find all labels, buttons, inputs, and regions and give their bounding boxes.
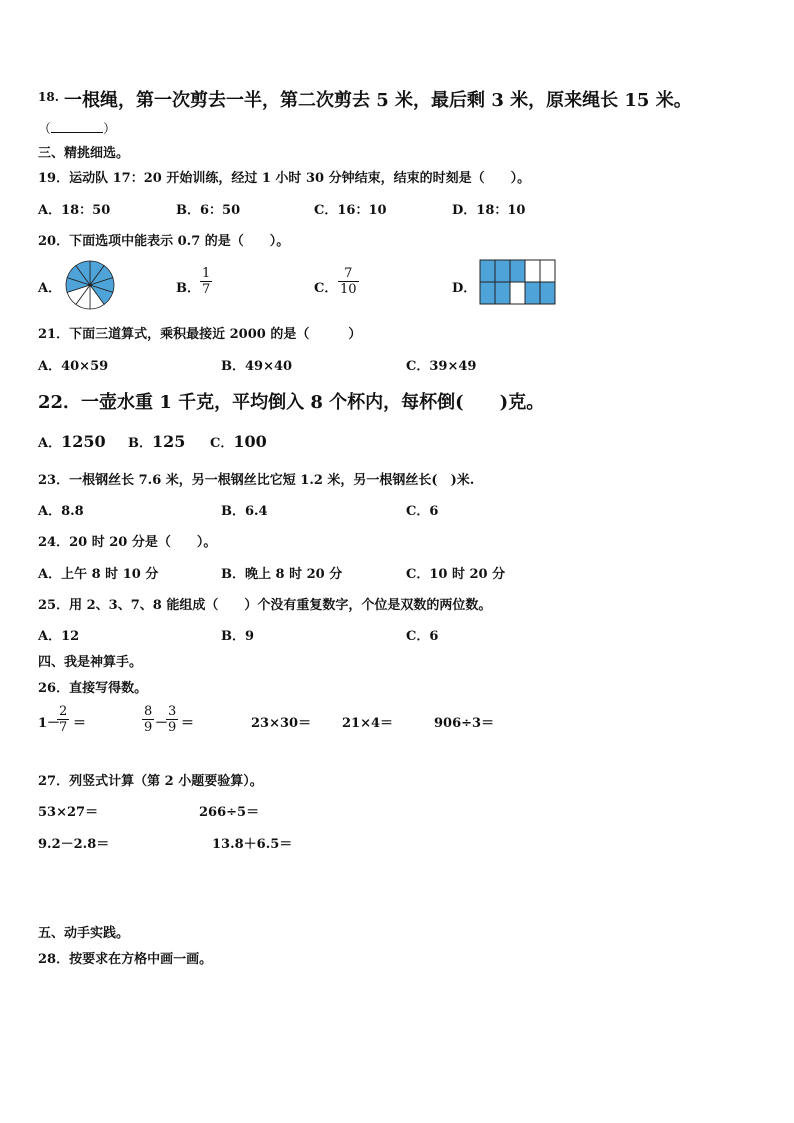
q26-expr1-numerator: 2	[59, 704, 68, 719]
q20-fraction-b	[200, 266, 212, 297]
q20-label-c[interactable]: C．	[314, 281, 338, 296]
grid-cell	[480, 260, 495, 282]
q22-option-a[interactable]	[38, 432, 106, 451]
q27-item4: 13.8＋6.5＝	[212, 837, 293, 852]
q21-stem: 21．下面三道算式，乘积最接近 2000 的是（ ）	[38, 327, 362, 342]
q24-option-c[interactable]: C．10 时 20 分	[406, 567, 506, 582]
q22-option-c-value: 100	[233, 432, 267, 451]
section4-heading: 四、我是神算手。	[38, 655, 143, 670]
q21-option-b[interactable]: B．49×40	[221, 359, 293, 374]
q18-answer-blank[interactable]	[38, 118, 116, 137]
q25-option-c[interactable]: C．6	[406, 629, 439, 644]
q22-option-b-label: B．	[128, 436, 152, 451]
q26-expr3: 23×30＝	[251, 716, 312, 731]
q26-expr2-denominator2: 9	[168, 720, 177, 735]
q20-label-a[interactable]: A．	[38, 281, 62, 296]
q24-option-b[interactable]: B．晚上 8 时 20 分	[221, 567, 343, 582]
q26-expr2-denominator1: 9	[144, 720, 153, 735]
grid-cell	[540, 260, 555, 282]
grid-cell	[510, 282, 525, 304]
q26-expr2-fraction1	[142, 704, 154, 735]
q27-item1: 53×27＝	[38, 805, 99, 820]
q22-option-b-value: 125	[152, 432, 186, 451]
q26-expr2-equals: ＝	[181, 716, 195, 731]
q22-stem: 22．一壶水重 1 千克，平均倒入 8 个杯内，每杯倒( )克。	[38, 392, 545, 413]
q26-expr1-prefix: 1－	[38, 716, 61, 731]
q20-fraction-b-denominator: 7	[202, 282, 211, 297]
q20-pie-figure	[64, 259, 116, 311]
q25-option-b[interactable]: B．9	[221, 629, 255, 644]
q18-blank-line	[51, 120, 103, 133]
q21-option-a[interactable]: A．40×59	[38, 359, 109, 374]
q19-stem: 19．运动队 17：20 开始训练，经过 1 小时 30 分钟结束，结束的时刻是（ ）。	[38, 171, 531, 186]
q22-option-a-value: 1250	[61, 432, 106, 451]
grid-cell	[495, 282, 510, 304]
q18-text: 一根绳，第一次剪去一半，第二次剪去 5 米，最后剩 3 米，原来绳长 15 米。	[64, 90, 692, 111]
q20-fraction-b-numerator: 1	[202, 266, 211, 281]
q20-label-b[interactable]: B．	[176, 281, 200, 296]
q20-stem: 20．下面选项中能表示 0.7 的是（ ）。	[38, 234, 290, 249]
q20-fraction-c-numerator: 7	[344, 266, 353, 281]
q26-expr1-denominator: 7	[59, 720, 68, 735]
q18-number: 18.	[38, 90, 59, 104]
q25-option-a[interactable]: A．12	[38, 629, 80, 644]
q26-expr5: 906÷3＝	[434, 716, 495, 731]
q20-label-d[interactable]: D．	[452, 281, 477, 296]
grid-cell	[480, 282, 495, 304]
q20-fraction-c	[338, 266, 359, 297]
q19-option-c[interactable]: C．16：10	[314, 203, 387, 218]
q23-stem: 23．一根钢丝长 7.6 米，另一根钢丝比它短 1.2 米，另一根钢丝长( )米.	[38, 473, 475, 488]
q26-expr4: 21×4＝	[342, 716, 394, 731]
q24-option-a[interactable]: A．上午 8 时 10 分	[38, 567, 159, 582]
q23-option-a[interactable]: A．8.8	[38, 504, 84, 519]
q27-item3: 9.2－2.8＝	[38, 837, 110, 852]
q23-option-c[interactable]: C．6	[406, 504, 439, 519]
q22-option-c-label: C．	[210, 436, 234, 451]
grid-cell	[540, 282, 555, 304]
grid-cell	[525, 282, 540, 304]
q26-expr2-numerator1: 8	[144, 704, 153, 719]
q26-expr2-minus: －	[155, 716, 169, 731]
grid-cell	[510, 260, 525, 282]
q26-expr2-numerator2: 3	[168, 704, 177, 719]
q26-expr1-equals: ＝	[73, 716, 87, 731]
q23-option-b[interactable]: B．6.4	[221, 504, 268, 519]
q24-stem: 24．20 时 20 分是（ ）。	[38, 535, 217, 550]
q18-paren-close: ）	[103, 122, 117, 137]
q26-expr1-fraction	[57, 704, 69, 735]
q25-stem: 25．用 2、3、7、8 能组成（ ）个没有重复数字，个位是双数的两位数。	[38, 598, 492, 613]
q19-option-a[interactable]: A．18：50	[38, 203, 111, 218]
q28-stem: 28．按要求在方格中画一画。	[38, 952, 213, 967]
q21-option-c[interactable]: C．39×49	[406, 359, 477, 374]
q22-option-c[interactable]	[210, 432, 267, 451]
grid-cell	[495, 260, 510, 282]
q19-option-d[interactable]: D．18：10	[452, 203, 526, 218]
q20-grid-figure	[479, 259, 559, 306]
q27-stem: 27．列竖式计算（第 2 小题要验算）。	[38, 774, 263, 789]
section3-heading: 三、精挑细选。	[38, 146, 130, 161]
section5-heading: 五、动手实践。	[38, 926, 130, 941]
q22-option-a-label: A．	[38, 436, 62, 451]
grid-cell	[525, 260, 540, 282]
q26-stem: 26．直接写得数。	[38, 681, 148, 696]
q27-item2: 266÷5＝	[199, 805, 260, 820]
q20-fraction-c-denominator: 10	[340, 282, 357, 297]
q19-option-b[interactable]: B．6：50	[176, 203, 241, 218]
q22-option-b[interactable]	[128, 432, 185, 451]
q26-expr2-fraction2	[166, 704, 178, 735]
q18-paren-open: （	[38, 122, 52, 137]
